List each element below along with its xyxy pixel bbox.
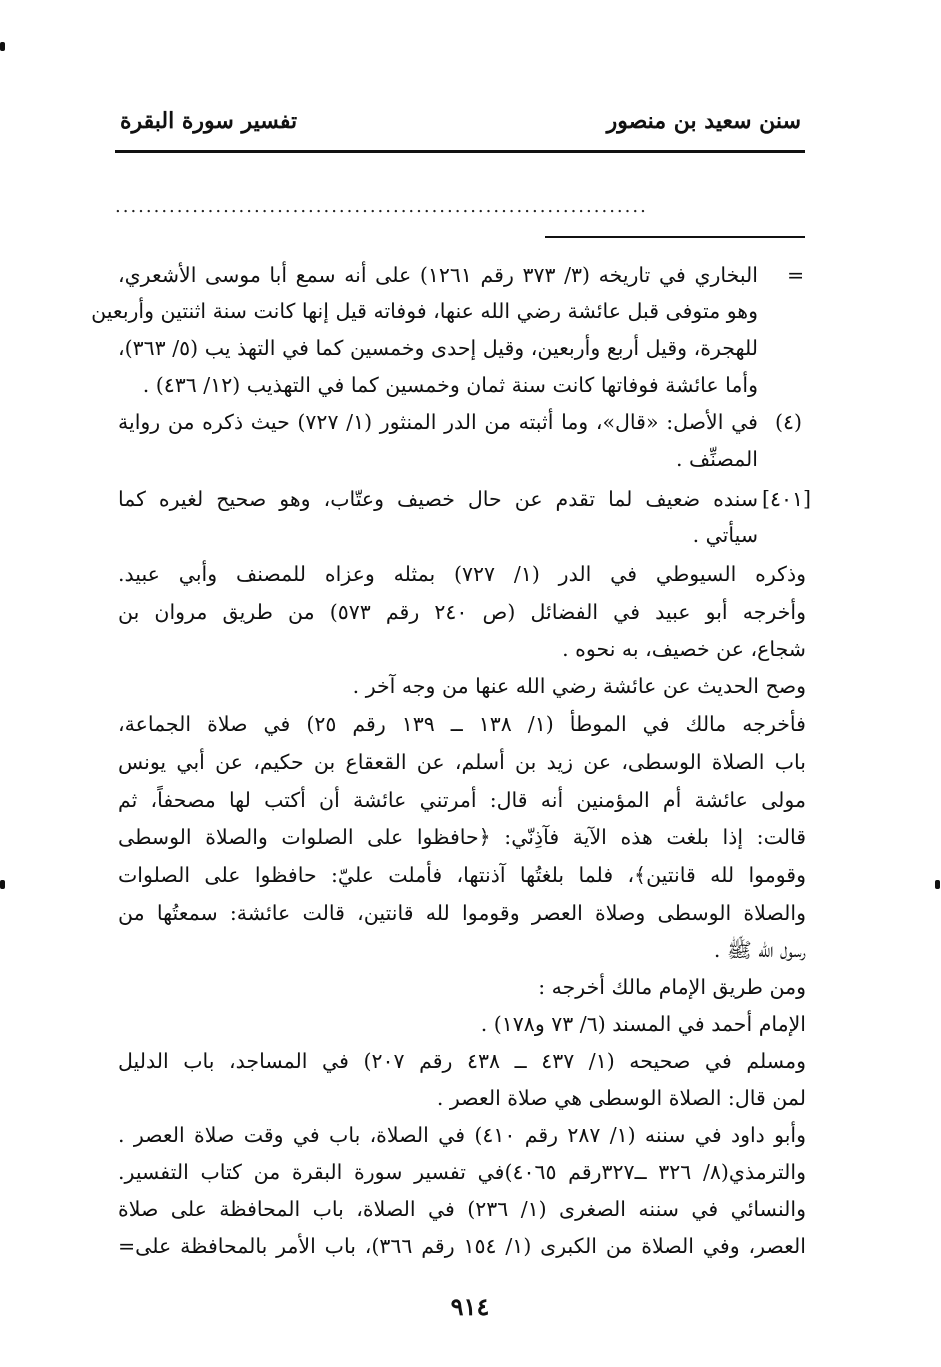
entry-line: باب الصلاة الوسطى، عن زيد بن أسلم، عن القعقاع بن حكيم، عن أبي يونس (118, 750, 806, 774)
entry-line: ومن طريق الإمام مالك أخرجه : (538, 975, 806, 999)
footnote-number: (٤) (775, 410, 803, 434)
entry-line: مولى عائشة أم المؤمنين أنه قال: أمرتني عائشة أن أكتب لها مصحفاً، ثم (118, 788, 806, 812)
entry-line: وذكره السيوطي في الدر (١/ ٧٢٧) بمثله وعزاه للمصنف وأبي عبيد. (118, 562, 806, 586)
chapter-title: تفسير سورة البقرة (120, 108, 298, 134)
dotted-separator: ..................................................................... (115, 196, 648, 217)
entry-line: العصر، وفي الصلاة من الكبرى (١/ ١٥٤ رقم ٣٦٦)، باب الأمر بالمحافظة على= (118, 1234, 806, 1258)
footnote-line: في الأصل: «قال»، وما أثبته من الدر المنثور (١/ ٧٢٧) حيث ذكره من رواية (118, 410, 758, 434)
entry-line: وصح الحديث عن عائشة رضي الله عنها من وجه آخر . (352, 674, 806, 698)
entry-line: الإمام أحمد في المسند (٦/ ٧٣ و١٧٨) . (480, 1012, 806, 1036)
header-rule (115, 150, 805, 153)
entry-line: لمن قال: الصلاة الوسطى هي صلاة العصر . (436, 1086, 806, 1110)
footnote-line: المصنِّف . (675, 447, 758, 471)
entry-line: والنسائي في سننه الصغرى (١/ ٢٣٦) في الصلاة، باب المحافظة على صلاة (118, 1197, 806, 1221)
entry-line: سنده ضعيف لما تقدم عن حال خصيف وعتّاب، وهو صحيح لغيره كما (118, 487, 758, 511)
entry-line: سيأتي . (692, 523, 758, 547)
page-number: ٩١٤ (450, 1292, 490, 1321)
entry-line: وأخرجه أبو عبيد في الفضائل (ص ٢٤٠ رقم ٥٧٣) من طريق مروان بن (118, 600, 806, 624)
entry-line: وأبو داود في سننه (١/ ٢٨٧ رقم ٤١٠) في الصلاة، باب في وقت صلاة العصر . (118, 1123, 806, 1147)
footnote-rule (545, 236, 805, 238)
entry-line: رسول الله ﷺ . (713, 938, 806, 962)
entry-line: ومسلم في صحيحه (١/ ٤٣٧ ــ ٤٣٨ رقم ٢٠٧) في المساجد، باب الدليل (118, 1049, 806, 1073)
entry-line: والترمذي(٨/ ٣٢٦ ــ٣٢٧رقم ٤٠٦٥)في تفسير سورة البقرة من كتاب التفسير. (118, 1160, 806, 1184)
entry-line: وقوموا لله قانتين﴾، فلما بلغتُها آذنتها، فأملت عليّ: حافظوا على الصلوات (118, 863, 806, 887)
margin-mark (935, 880, 940, 889)
margin-mark (0, 880, 5, 889)
footnote-line: وأما عائشة فوفاتها كانت سنة ثمان وخمسين كما في التهذيب (١٢/ ٤٣٦) . (142, 373, 758, 397)
entry-number: [٤٠١] (762, 487, 812, 511)
entry-line: قالت: إذا بلغت هذه الآية فآذِنّي: ﴿حافظوا على الصلوات والصلاة الوسطى (118, 825, 806, 849)
footnote-continuation-marker: = (787, 263, 805, 287)
footnote-line: البخاري في تاريخه (٣/ ٣٧٣ رقم ١٢٦١) على أنه سمع أبا موسى الأشعري، (118, 263, 758, 287)
margin-mark (0, 42, 5, 51)
footnote-line: وهو متوفى قبل عائشة رضي الله عنها، فوفاته قيل إنها كانت سنة اثنتين وأربعين (91, 299, 758, 323)
book-title: سنن سعيد بن منصور (606, 108, 801, 134)
entry-line: فأخرجه مالك في الموطأ (١/ ١٣٨ ــ ١٣٩ رقم ٢٥) في صلاة الجماعة، (118, 712, 806, 736)
entry-line: شجاع، عن خصيف، به نحوه . (562, 637, 806, 661)
footnote-line: للهجرة، وقيل أربع وأربعين، وقيل إحدى وخمسين كما في التهذ يب (٥/ ٣٦٣)، (118, 336, 758, 360)
entry-line: والصلاة الوسطى وصلاة العصر وقوموا لله قانتين، قالت عائشة: سمعتُها من (118, 901, 806, 925)
